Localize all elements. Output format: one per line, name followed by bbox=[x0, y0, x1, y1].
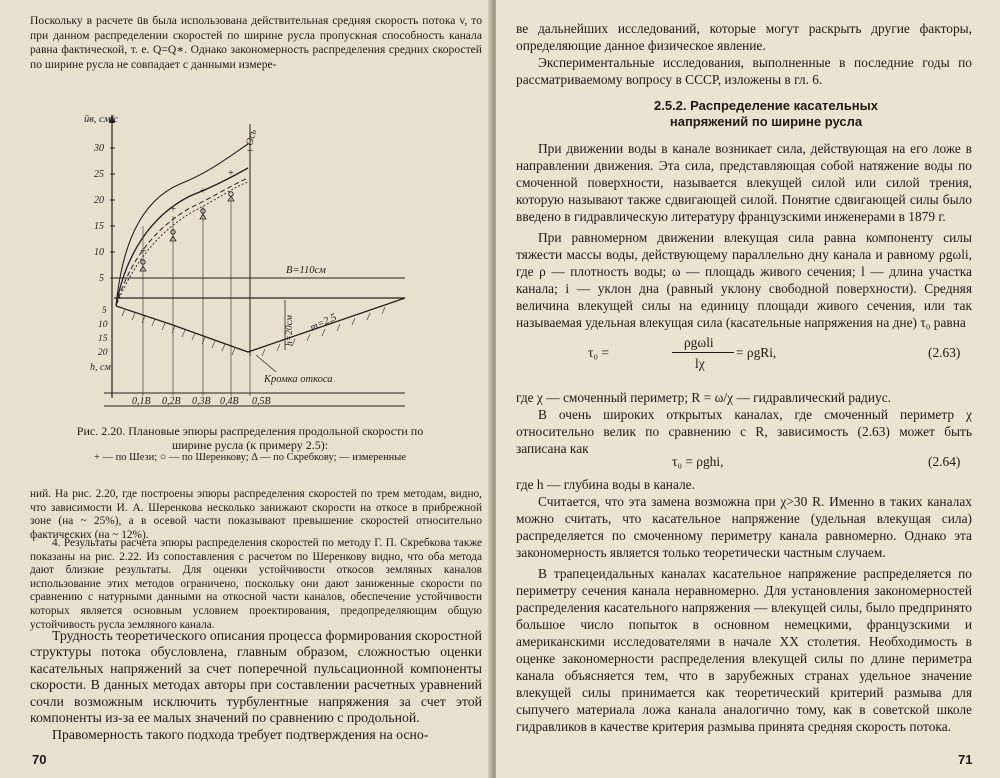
depth-tick: 20 bbox=[98, 348, 108, 358]
figure-caption-title: Рис. 2.20. Плановые эпюры распределения продольной скорости по ширине русла (к примеру 2.5): bbox=[76, 424, 424, 452]
y-tick: 30 bbox=[94, 143, 104, 154]
canal-bed-line bbox=[116, 298, 405, 352]
left-intro-text: Поскольку в расчете ūв была использована действительная средняя скорость потока v, то при данном распределении скоростей по ширине русла пропускная способность канала равна фактической, т. е. Q=Q∗. Однако закономерность распределения средних скоростей по ширине русла не совпадает с данными измере- bbox=[30, 14, 482, 71]
depth-label: h, см bbox=[90, 362, 111, 373]
figure-2-20 bbox=[80, 106, 425, 418]
eq2-number: (2.64) bbox=[928, 454, 961, 469]
bed-hatching bbox=[122, 307, 385, 356]
eq1-number: (2.63) bbox=[928, 345, 961, 360]
depth-tick-labels bbox=[98, 306, 108, 358]
svg-text:+: + bbox=[246, 145, 254, 157]
depth-tick: 5 bbox=[102, 306, 107, 316]
curve-markers bbox=[140, 145, 253, 271]
depth-dim-label: h=20см bbox=[285, 315, 295, 346]
right-page bbox=[496, 0, 1000, 778]
edge-pointer bbox=[256, 355, 276, 372]
eq1-fraction-bar bbox=[672, 352, 734, 353]
right-top-para-2: Экспериментальные исследования, выполненные в последние годы по рассматриваемому вопросу в СССР, изложены в гл. 6. bbox=[516, 55, 972, 87]
vertical-grid bbox=[143, 190, 250, 396]
figure-caption-legend: + — по Шези; ○ — по Шеренкову; Δ — по Скребкову; — измеренные bbox=[93, 452, 407, 463]
left-page bbox=[0, 0, 492, 778]
eq1-numerator: ρgωli bbox=[684, 335, 714, 350]
bottom-tick: 0,4B bbox=[220, 396, 239, 407]
y-tick: 10 bbox=[94, 247, 104, 258]
y-tick: 5 bbox=[99, 273, 104, 284]
eq2-body: τ₀ = ρghi, bbox=[672, 454, 724, 469]
left-para-small-1: ний. На рис. 2.20, где построены эпюры распределения скоростей по трем методам, видно, что зависимости И. А. Шеренкова несколько занижают скорости на откосе в прибрежной зоне (на ~ 25%), а в осевой части показывают превышение скоростей относительно фактических (на ~ 12%). bbox=[30, 488, 482, 541]
axis-label: Ось bbox=[244, 128, 260, 147]
right-para-7: В трапецеидальных каналах касательное напряжение распределяется по периметру сечения канала неравномерно. Для установления закономерностей распределения касательного напряжения — влекущей силы, было предпринято большое число попыток в основном немецкими, французскими и американскими исследователями в начале XX столетия. Необходимость в оценке закономерности распределения влекущей силы по длине периметра канала объясняется тем, что в зарубежных странах удельное значение влекущей силы принимается как теоретический критерий размыва для сыпучего материала ложа канала аналогично тому, как в советской школе гидравликов в качестве критерия размыва принята средняя скорость потока. bbox=[516, 566, 972, 734]
left-para-small-2: 4. Результаты расчета эпюры распределения скоростей по методу Г. П. Скребкова также показаны на рис. 2.22. Из сопоставления с расчетом по Шеренкову видно, что оба метода дают близкие результаты. Для оценки устойчивости откосов земляных каналов использование этих методов ограничено, поскольку они дают заниженные скорости по сравнению с натурными данными на откосной части каналов, обеспечение устойчивости которых является основным условием проектирования, предопределяющим общую устойчивость русла земляного канала. bbox=[30, 537, 482, 631]
edge-label: Кромка откоса bbox=[264, 374, 333, 385]
bottom-tick: 0,2B bbox=[162, 396, 181, 407]
right-page-number: 71 bbox=[958, 752, 973, 767]
bottom-tick: 0,1B bbox=[132, 396, 151, 407]
svg-text:+: + bbox=[199, 185, 207, 197]
section-heading: 2.5.2. Распределение касательных напряжений по ширине русла bbox=[654, 98, 878, 129]
right-para-2: При равномерном движении влекущая сила равна компоненту силы тяжести массы воды, действующему параллельно дну канала и равному ρgωli, где ρ — плотность воды; ω — площадь живого сечения; l — длина участка канала; i — уклон дна (равный уклону свободной поверхности). Средняя величина влекущей силы на единицу площади живого сечения, или так называемая удельная влекущая сила (касательные напряжения на дне) τ₀ равна bbox=[516, 230, 972, 330]
right-para-5: где h — глубина воды в канале. bbox=[516, 477, 695, 492]
bottom-tick-labels bbox=[132, 396, 271, 407]
svg-text:+: + bbox=[139, 245, 147, 257]
left-page-number: 70 bbox=[32, 752, 47, 767]
right-para-6: Считается, что эта замена возможна при χ>30 R. Именно в таких каналах можно считать, что касательное напряжение (удельная влекущая сила) распределяется по смоченному периметру канала равномерно. Однако эта закономерность является только теоретически частным случаем. bbox=[516, 494, 972, 560]
depth-tick: 10 bbox=[98, 320, 108, 330]
right-para-1: При движении воды в канале возникает сила, действующая на его ложе в направлении движения. Эта сила, представляющая собой натяжение воды по смоченной поверхности, называется влекущей силой или силой трения, которую называют также сдвигающей силой. Понятие сдвигающей силы было введено в гидравлическую литературу французскими инженерами в 1879 г. bbox=[516, 141, 972, 224]
y-tick: 15 bbox=[94, 221, 104, 232]
bottom-tick: 0,3B bbox=[192, 396, 211, 407]
y-tick: 25 bbox=[94, 169, 104, 180]
width-label: B=110см bbox=[286, 265, 326, 276]
y-axis-label: ūв, см/с bbox=[84, 114, 118, 125]
eq1-lhs: τ₀ = bbox=[588, 345, 609, 360]
measured-curve bbox=[116, 168, 248, 306]
left-para-main: Трудность теоретического описания процесса формирования скоростной структуры потока обусловлена, главным образом, сложностью оценки касательных напряжений за счет поперечной пульсационной компоненты скорости. В данных методах авторы при составлении расчетных уравнений сочли возможным исключить турбулентные напряжения за счет этой компоненты из-за ее малых значений по сравнению с продольной. bbox=[30, 628, 482, 726]
left-para-last: Правомерность такого подхода требует подтверждения на осно- bbox=[52, 727, 429, 742]
y-tick: 20 bbox=[94, 195, 104, 206]
svg-text:+: + bbox=[227, 167, 235, 179]
right-para-4: В очень широких открытых каналах, где смоченный периметр χ относительно велик по сравнению с R, зависимость (2.63) может быть записана как bbox=[516, 407, 972, 456]
slope-label: m=2,5 bbox=[308, 312, 339, 334]
sherenkov-curve bbox=[116, 178, 248, 306]
right-para-3: где χ — смоченный периметр; R = ω/χ — гидравлический радиус. bbox=[516, 390, 892, 405]
right-top-para-1: ве дальнейших исследований, которые могут раскрыть другие факторы, определяющие данное физическое явление. bbox=[516, 21, 972, 53]
eq1-denominator: lχ bbox=[695, 356, 705, 371]
eq1-rhs: = ρgRi, bbox=[736, 345, 777, 360]
svg-text:+: + bbox=[169, 203, 177, 215]
depth-tick: 15 bbox=[98, 334, 108, 344]
bottom-tick: 0,5B bbox=[252, 396, 271, 407]
